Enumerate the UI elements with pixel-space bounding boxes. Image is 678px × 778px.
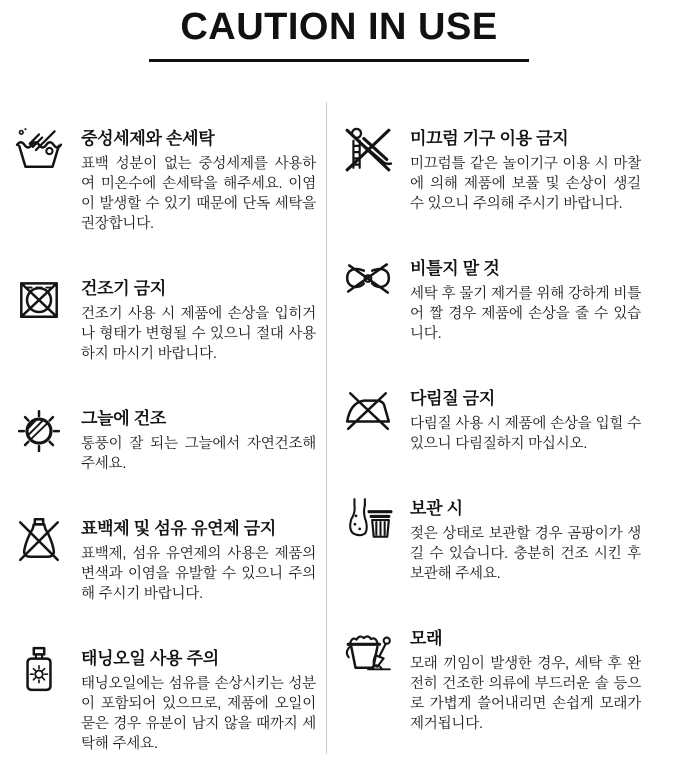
caution-columns (0, 124, 678, 778)
item-no-bleach-softener (14, 514, 316, 604)
item-body: 미끄럼틀 같은 놀이기구 이용 시 마찰에 의해 제품에 보풀 및 손상이 생길 수 있으니 주의해 주시기 바랍니다. (410, 156, 641, 212)
no-wring-icon (343, 254, 397, 308)
shade-dry-icon (14, 404, 68, 458)
item-content (81, 404, 316, 474)
hand-wash-icon (14, 124, 68, 178)
item-content (81, 274, 316, 364)
item-title: 다림질 금지 (410, 389, 496, 408)
item-do-not-wring (343, 254, 641, 344)
page-title: CAUTION IN USE (180, 6, 498, 48)
storage-icon (343, 494, 397, 548)
item-title: 미끄럼 기구 이용 금지 (410, 129, 569, 148)
tanning-oil-icon (14, 644, 68, 698)
item-sand (343, 624, 641, 734)
item-title: 모래 (410, 629, 443, 648)
item-no-tumble-dry (14, 274, 316, 364)
item-body: 태닝오일에는 섬유를 손상시키는 성분이 포함되어 있으므로, 제품에 오일이 묻은 경우 유분이 남지 않을 때까지 세탁해 주세요. (81, 676, 316, 752)
item-body: 다림질 사용 시 제품에 손상을 입힐 수 있으니 다림질하지 마십시오. (410, 416, 641, 452)
item-tanning-oil-caution (14, 644, 316, 754)
no-tumble-dry-icon (14, 274, 68, 328)
no-slide-icon (343, 124, 397, 178)
item-content (410, 624, 641, 734)
item-no-ironing (343, 384, 641, 454)
item-dry-in-shade (14, 404, 316, 474)
item-body: 통풍이 잘 되는 그늘에서 자연건조해 주세요. (81, 436, 316, 472)
item-title: 그늘에 건조 (81, 409, 167, 428)
item-storage (343, 494, 641, 584)
item-body: 세탁 후 물기 제거를 위해 강하게 비틀어 짤 경우 제품에 손상을 줄 수 있습니다. (410, 286, 641, 342)
right-column (327, 124, 641, 754)
item-title: 표백제 및 섬유 유연제 금지 (81, 519, 277, 538)
no-iron-icon (343, 384, 397, 438)
item-title: 태닝오일 사용 주의 (81, 649, 219, 668)
page-header (0, 6, 678, 62)
item-content (81, 644, 316, 754)
item-title: 보관 시 (410, 499, 463, 518)
item-body: 젖은 상태로 보관할 경우 곰팡이가 생길 수 있습니다. 충분히 건조 시킨 후 보관해 주세요. (410, 526, 641, 582)
item-content (81, 514, 316, 604)
item-body: 표백제, 섬유 유연제의 사용은 제품의 변색과 이염을 유발할 수 있으니 주의해 주시기 바랍니다. (81, 546, 316, 602)
item-content (410, 494, 641, 584)
item-content (81, 124, 316, 234)
no-bleach-softener-icon (14, 514, 68, 568)
item-body: 건조기 사용 시 제품에 손상을 입히거나 형태가 변형될 수 있으니 절대 사용하지 마시기 바랍니다. (81, 306, 316, 362)
item-title: 중성세제와 손세탁 (81, 129, 215, 148)
item-neutral-detergent-hand-wash (14, 124, 316, 234)
item-content (410, 254, 641, 344)
item-body: 모래 끼임이 발생한 경우, 세탁 후 완전히 건조한 의류에 부드러운 솔 등으로 가볍게 쓸어내리면 손쉽게 모래가 제거됩니다. (410, 656, 641, 732)
sand-bucket-icon (343, 624, 397, 678)
item-content (410, 124, 641, 214)
item-content (410, 384, 641, 454)
item-title: 비틀지 말 것 (410, 259, 500, 278)
item-title: 건조기 금지 (81, 279, 167, 298)
item-no-playground-slide (343, 124, 641, 214)
item-body: 표백 성분이 없는 중성세제를 사용하여 미온수에 손세탁을 해주세요. 이염이 발생할 수 있기 때문에 단독 세탁을 권장합니다. (81, 156, 316, 232)
left-column (14, 124, 326, 754)
title-underline (149, 59, 529, 62)
